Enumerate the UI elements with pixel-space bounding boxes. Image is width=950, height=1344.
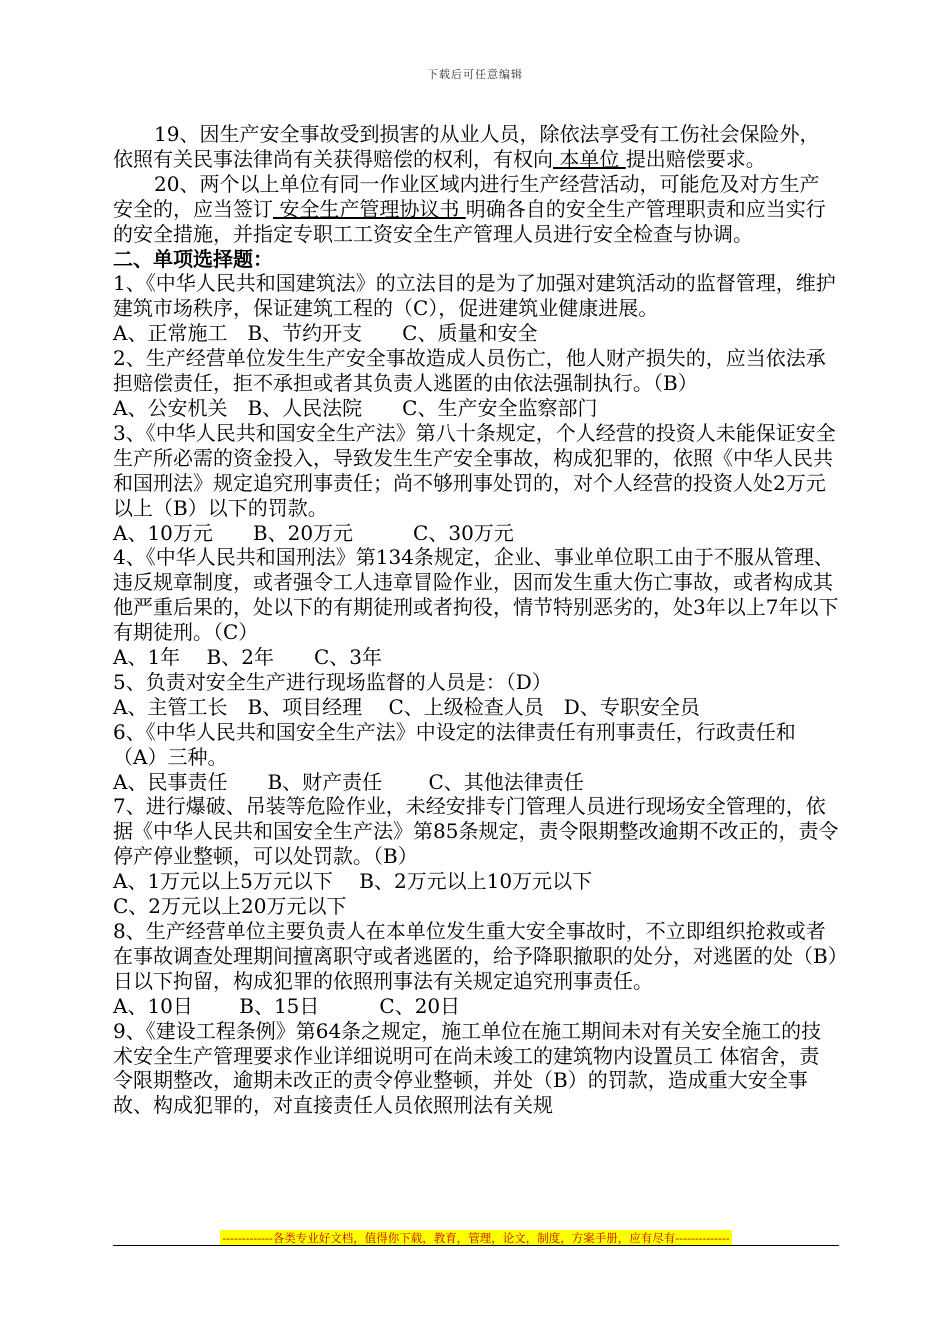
footer-banner	[113, 1227, 839, 1246]
question-8-stem: 8、生产经营单位主要负责人在本单位发生重大安全事故时，不立即组织抢救或者在事故调查处理期间擅离职守或者逃匿的，给予降职撤职的处分，对逃匿的处（B）日以下拘留，构成犯罪的依照刑事法有关规定追究刑事责任。	[113, 919, 838, 993]
question-6-stem: 6、《中华人民共和国安全生产法》中设定的法律责任有刑事责任，行政责任和（A）三种。	[113, 719, 796, 769]
question-1-options: A、正常施工 B、节约开支 C、质量和安全	[113, 321, 538, 346]
question-7-options-c: C、2万元以上20万元以下	[113, 894, 347, 919]
question-1-stem: 1、《中华人民共和国建筑法》的立法目的是为了加强对建筑活动的监督管理，维护建筑市场秩序，保证建筑工程的（C），促进建筑业健康进展。	[113, 271, 836, 321]
paragraph-19-tail: 提出赔偿要求。	[625, 146, 766, 171]
footer-banner-text: -------------各类专业好文档，值得你下载，教育，管理，论文，制度，方案手册，应有尽有--------------	[222, 1231, 730, 1245]
question-3-options: A、10万元 B、20万元 C、30万元	[113, 520, 514, 545]
paragraph-20-tail: 明确各自的安全生产管理职责和应当实行的安全措施，并指定专职工工资安全生产管理人员进行安全检查与协调。	[113, 196, 826, 246]
answer-blank-20: 安全生产管理协议书	[273, 196, 466, 221]
paragraph-19-text: 19、因生产安全事故受到损害的从业人员，除依法享受有工伤社会保险外，依照有关民事法律尚有关获得赔偿的权利，有权向	[113, 122, 820, 171]
question-5-stem: 5、负责对安全生产进行现场监督的人员是：（D）	[113, 669, 552, 694]
question-6-options: A、民事责任 B、财产责任 C、其他法律责任	[113, 769, 584, 794]
question-3-stem: 3、《中华人民共和国安全生产法》第八十条规定，个人经营的投资人未能保证安全生产所必需的资金投入，导致发生生产安全事故，构成犯罪的，依照《中华人民共和国刑法》规定追究刑事责任；尚不够刑事处罚的，对个人经营的投资人处2万元以上（B）以下的罚款。	[113, 420, 836, 520]
question-2-options: A、公安机关 B、人民法院 C、生产安全监察部门	[113, 395, 598, 420]
question-7-stem: 7、进行爆破、吊装等危险作业，未经安排专门管理人员进行现场安全管理的，依据《中华人民共和国安全生产法》第85条规定，责令限期整改逾期不改正的，责令停产停业整顿，可以处罚款。（B）	[113, 794, 839, 869]
paragraph-20-text: 20、两个以上单位有同一作业区域内进行生产经营活动，可能危及对方生产安全的，应当签订	[113, 171, 820, 221]
footer-divider	[113, 1245, 839, 1246]
section-title: 二、单项选择题：	[113, 246, 273, 271]
question-8-options: A、10日 B、15日 C、20日	[113, 993, 461, 1018]
paragraph-19	[113, 122, 839, 172]
question-4-stem: 4、《中华人民共和国刑法》第134条规定，企业、事业单位职工由于不服从管理、违反规章制度，或者强令工人违章冒险作业，因而发生重大伤亡事故，或者构成其他严重后果的，处以下的有期徒刑或者拘役，情节特别恶劣的，处3年以上7年以下有期徒刑。（C）	[113, 545, 839, 645]
question-7-options-ab: A、1万元以上5万元以下 B、2万元以上10万元以下	[113, 869, 593, 894]
question-4-options: A、1年 B、2年 C、3年	[113, 645, 382, 670]
question-2-stem: 2、生产经营单位发生生产安全事故造成人员伤亡，他人财产损失的，应当依法承担赔偿责任，拒不承担或者其负责人逃匿的由依法强制执行。（B）	[113, 346, 826, 396]
paragraph-20	[113, 172, 839, 247]
document-body	[113, 122, 839, 1118]
question-9-stem: 9、《建设工程条例》第64条之规定，施工单位在施工期间未对有关安全施工的技术安全生产管理要求作业详细说明可在尚未竣工的建筑物内设置员工 体宿舍，责令限期整改，逾期未改正的责令停业整顿，并处（B）的罚款，造成重大安全事故、构成犯罪的，对直接责任人员依照刑法有关规	[113, 1018, 822, 1118]
page-header: 下载后可任意编辑	[427, 68, 523, 81]
question-5-options: A、主管工长 B、项目经理 C、上级检查人员 D、专职安全员	[113, 694, 700, 719]
answer-blank-19: 本单位	[553, 146, 626, 171]
